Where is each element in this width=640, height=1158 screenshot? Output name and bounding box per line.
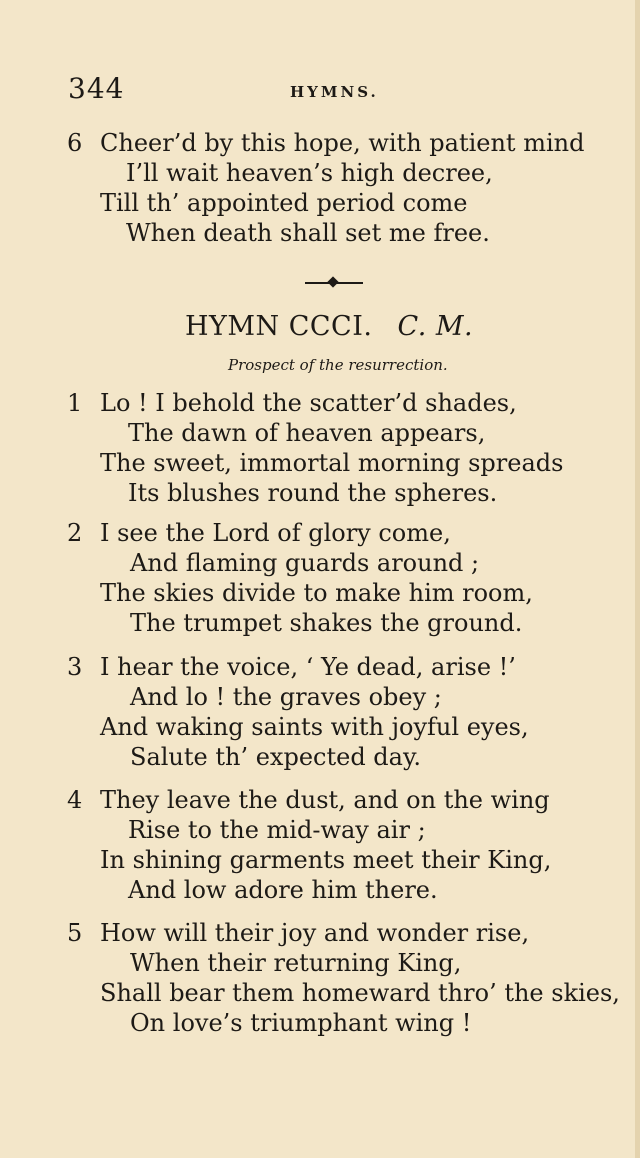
stanza-number: 1: [67, 389, 83, 417]
verse-line: Till th’ appointed period come: [100, 189, 468, 217]
stanza-number: 2: [67, 519, 83, 547]
verse-line: And low adore him there.: [128, 876, 438, 904]
verse-line: And lo ! the graves obey ;: [130, 683, 442, 711]
verse-line: Salute th’ expected day.: [130, 743, 421, 771]
stanza-number: 4: [67, 786, 83, 814]
stanza-number: 3: [67, 653, 83, 681]
verse-line: The trumpet shakes the ground.: [130, 609, 523, 637]
page-edge: [635, 0, 640, 1158]
verse-line: The dawn of heaven appears,: [128, 419, 486, 447]
hymn-subtitle: Prospect of the resurrection.: [228, 356, 448, 374]
hymn-title: [185, 310, 473, 344]
verse-line: Rise to the mid-way air ;: [128, 816, 426, 844]
verse-line: Cheer’d by this hope, with patient mind: [100, 129, 585, 157]
verse-line: Lo ! I behold the scatter’d shades,: [100, 389, 517, 417]
running-head: HYMNS.: [290, 83, 379, 101]
verse-line: When their returning King,: [130, 949, 462, 977]
verse-line: The skies divide to make him room,: [100, 579, 533, 607]
verse-line: They leave the dust, and on the wing: [100, 786, 550, 814]
verse-line: I hear the voice, ‘ Ye dead, arise !’: [100, 653, 516, 681]
hymn-meter: C. M.: [397, 311, 474, 342]
verse-line: I’ll wait heaven’s high decree,: [126, 159, 493, 187]
divider-ornament: [327, 276, 338, 287]
verse-line: In shining garments meet their King,: [100, 846, 552, 874]
hymn-number: HYMN CCCI.: [185, 311, 373, 342]
verse-line: When death shall set me free.: [126, 219, 490, 247]
verse-line: The sweet, immortal morning spreads: [100, 449, 564, 477]
verse-line: How will their joy and wonder rise,: [100, 919, 530, 947]
verse-line: And waking saints with joyful eyes,: [100, 713, 529, 741]
verse-line: On love’s triumphant wing !: [130, 1009, 472, 1037]
verse-line: Its blushes round the spheres.: [128, 479, 498, 507]
verse-line: And flaming guards around ;: [130, 549, 480, 577]
page-number: 344: [68, 72, 125, 105]
stanza-number: 6: [67, 129, 83, 157]
verse-line: I see the Lord of glory come,: [100, 519, 451, 547]
verse-line: Shall bear them homeward thro’ the skies,: [100, 979, 620, 1007]
stanza-number: 5: [67, 919, 83, 947]
